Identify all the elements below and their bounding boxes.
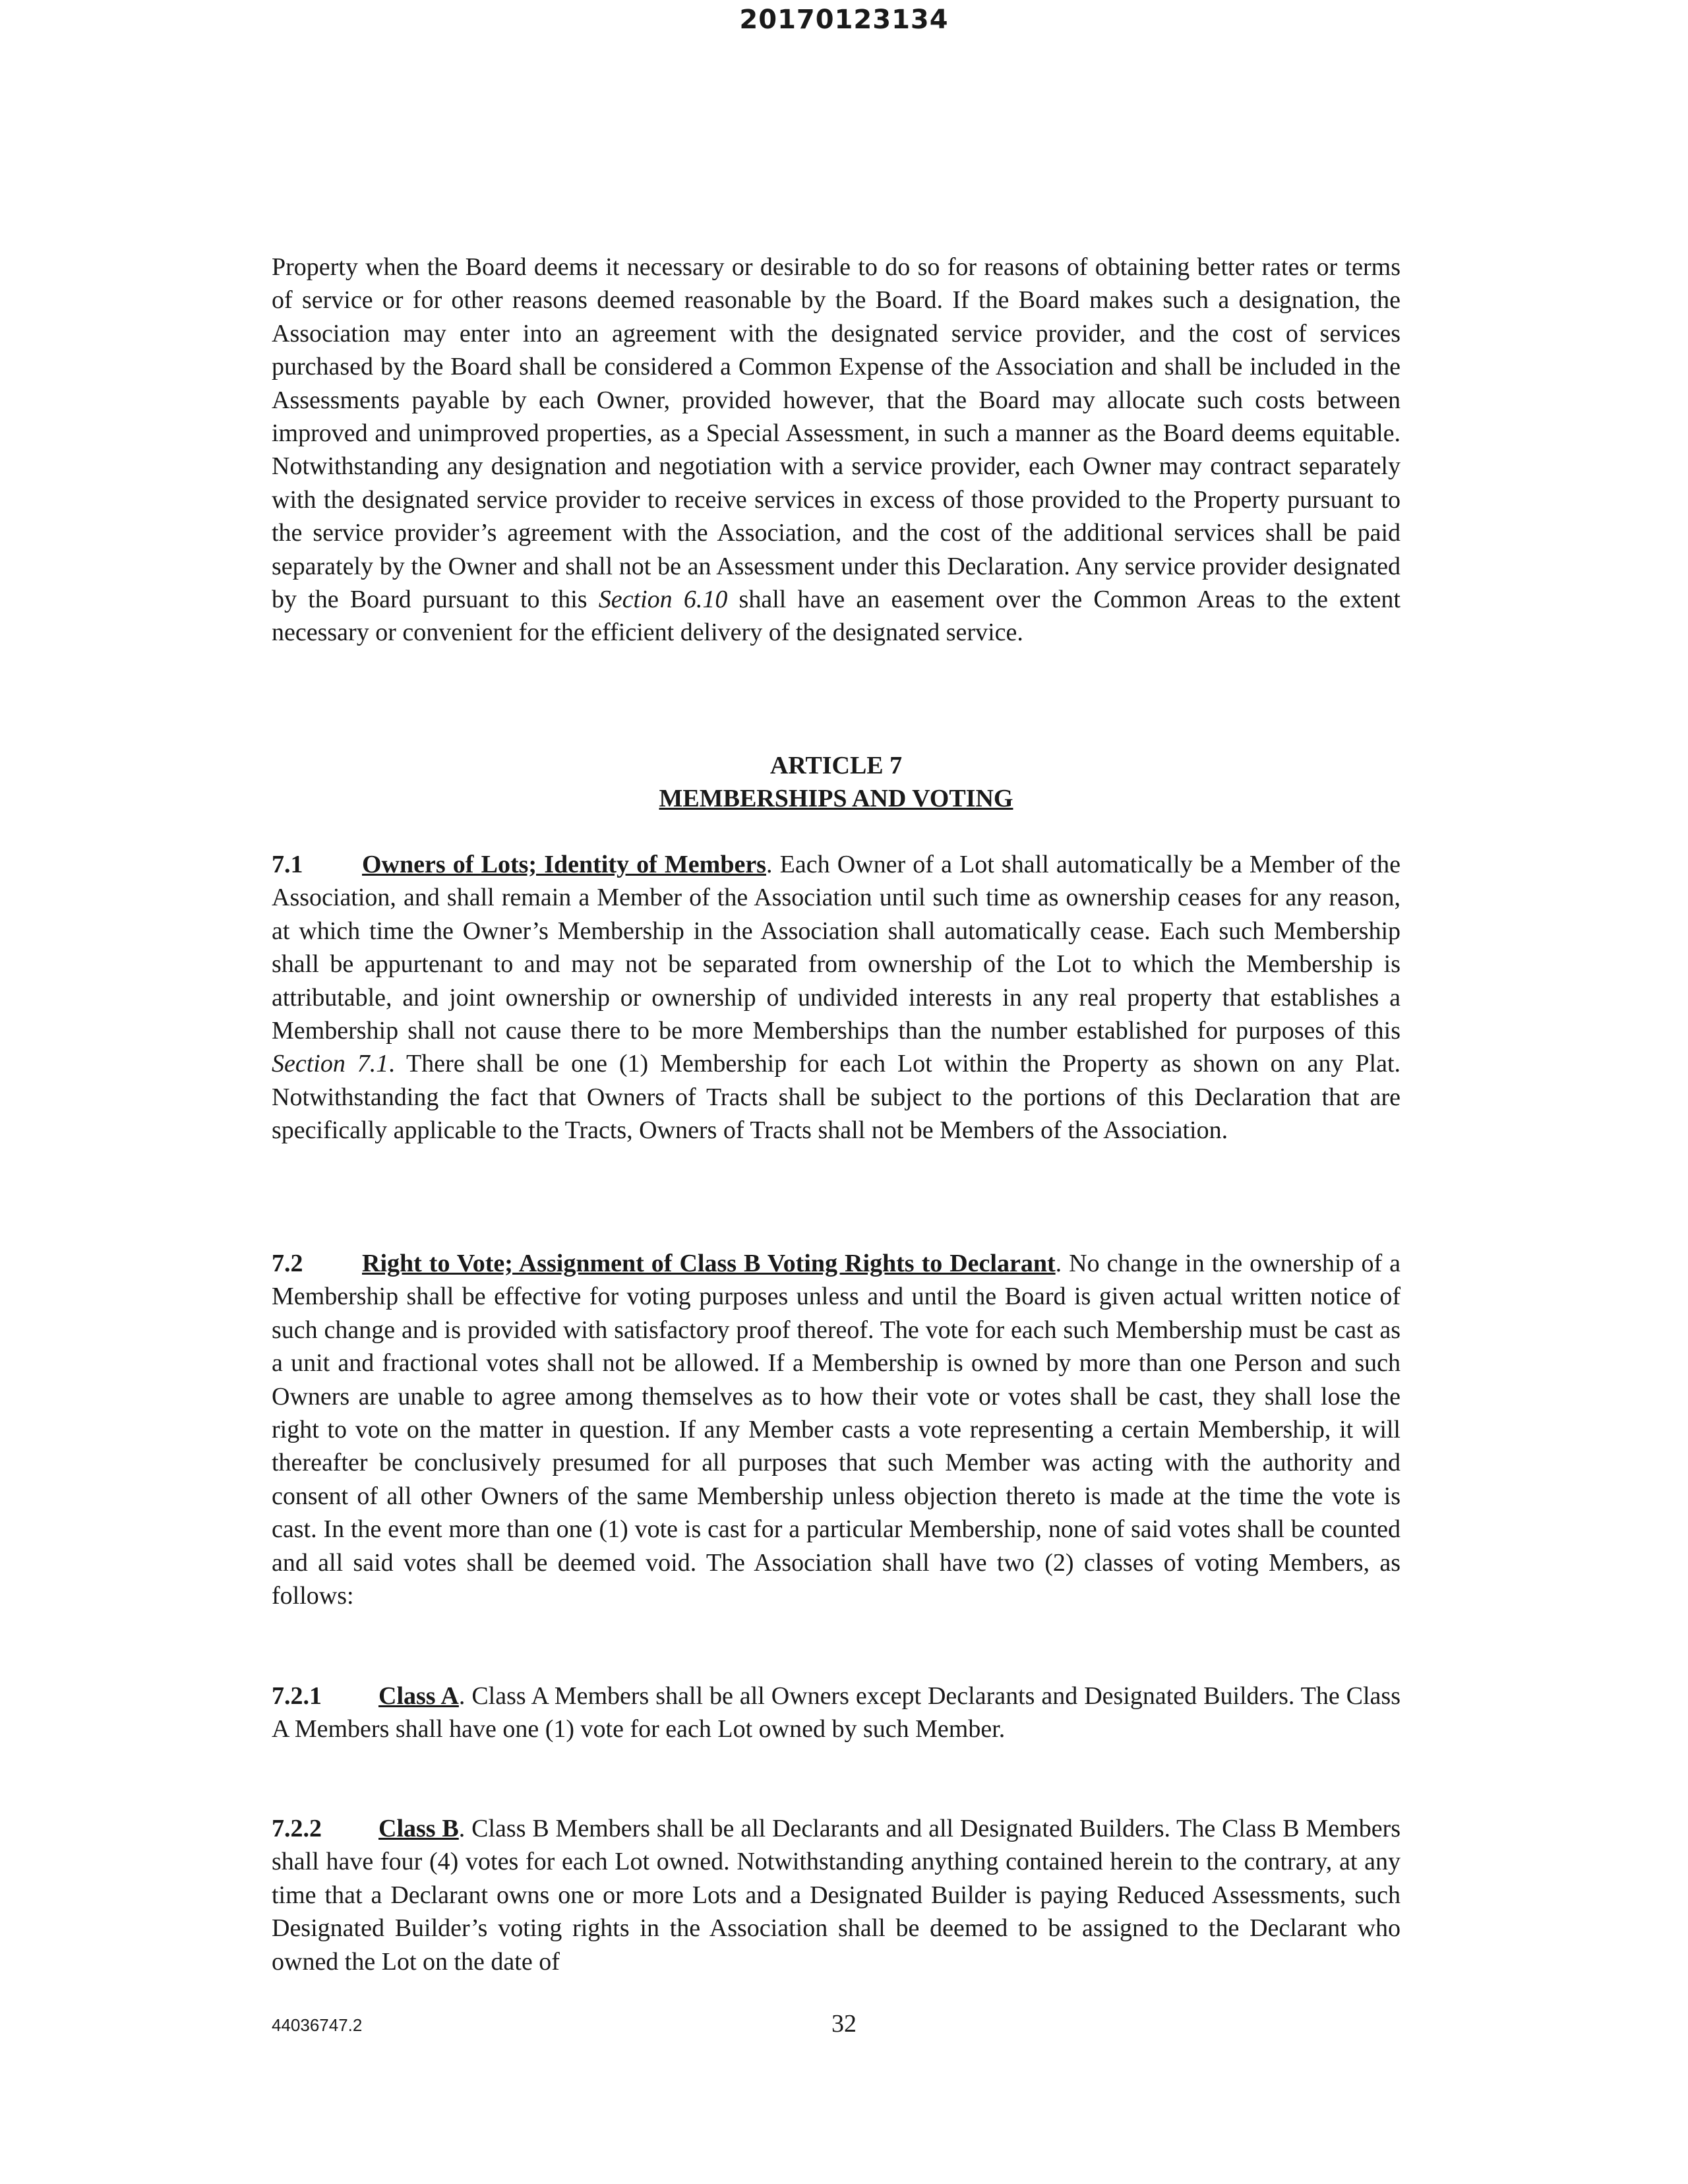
section-7-2-1 — [272, 1680, 1401, 1746]
section-text-end: . There shall be one (1) Membership for each Lot within the Property as shown on any Plat. Notwithstanding the fact that Owners of Tracts shall be subject to the portions of this Declaration that are specifically applicable to the Tracts, Owners of Tracts shall not be Members of the Association. — [272, 1050, 1401, 1145]
footer-document-id: 44036747.2 — [272, 2015, 363, 2035]
section-text: . Class B Members shall be all Declarants and all Designated Builders. The Class B Members shall have four (4) votes for each Lot owned. Notwithstanding anything contained herein to the contrary, at any time that a Declarant owns one or more Lots and a Designated Builder is paying Reduced Assessments, such Designated Builder’s voting rights in the Association shall be deemed to be assigned to the Declarant who owned the Lot on the date of — [272, 1815, 1401, 1976]
section-number: 7.2.2 — [272, 1815, 322, 1842]
continuation-paragraph — [272, 251, 1401, 650]
page-number: 32 — [831, 2010, 857, 2038]
section-number: 7.2 — [272, 1250, 303, 1277]
article-title: MEMBERSHIPS AND VOTING — [659, 785, 1013, 813]
continuation-text: Property when the Board deems it necessary or desirable to do so for reasons of obtaining better rates or terms of service or for other reasons deemed reasonable by the Board. If the Board makes such a designation, the Association may enter into an agreement with the designated service provider, and the cost of services purchased by the Board shall be considered a Common Expense of the Association and shall be included in the Assessments payable by each Owner, provided however, that the Board may allocate such costs between improved and unimproved properties, as a Special Assessment, in such a manner as the Board deems equitable. Notwithstanding any designation and negotiation with a service provider, each Owner may contract separately with the designated service provider to receive services in excess of those provided to the Property pursuant to the service provider’s agreement with the Association, and the cost of the additional services shall be paid separately by the Owner and shall not be an Assessment under this Declaration. Any service provider designated by the Board pursuant to this — [272, 253, 1401, 614]
section-title: Class B — [378, 1815, 459, 1842]
section-number: 7.2.1 — [272, 1682, 322, 1710]
section-7-1 — [272, 848, 1401, 1147]
section-7-2-2 — [272, 1812, 1401, 1978]
section-text: . Class A Members shall be all Owners except Declarants and Designated Builders. The Class A Members shall have one (1) vote for each Lot owned by such Member. — [272, 1682, 1401, 1744]
section-reference: Section 7.1 — [272, 1050, 389, 1078]
document-number: 20170123134 — [739, 5, 949, 35]
article-number: ARTICLE 7 — [769, 752, 903, 779]
section-text: . Each Owner of a Lot shall automatically be a Member of the Association, and shall remain a Member of the Association until such time as ownership ceases for any reason, at which time the Owner’s Membership in the Association shall automatically cease. Each such Membership shall be appurtenant to and may not be separated from ownership of the Lot to which the Membership is attributable, and joint ownership or ownership of undivided interests in any real property that establishes a Membership shall not cause there to be more Memberships than the number established for purposes of this — [272, 851, 1401, 1045]
section-title: Class A — [378, 1682, 459, 1710]
section-title: Right to Vote; Assignment of Class B Voting Rights to Declarant — [362, 1250, 1056, 1277]
section-text: . No change in the ownership of a Membership shall be effective for voting purposes unless and until the Board is given actual written notice of such change and is provided with satisfactory proof thereof. The vote for each such Membership must be cast as a unit and fractional votes shall not be allowed. If a Membership is owned by more than one Person and such Owners are unable to agree among themselves as to how their vote or votes shall be cast, they shall lose the right to vote on the matter in question. If any Member casts a vote representing a certain Membership, it will thereafter be conclusively presumed for all purposes that such Member was acting with the authority and consent of all other Owners of the same Membership unless objection thereto is made at the time the vote is cast. In the event more than one (1) vote is cast for a particular Membership, none of said votes shall be counted and all said votes shall be deemed void. The Association shall have two (2) classes of voting Members, as follows: — [272, 1250, 1401, 1610]
article-heading — [272, 749, 1401, 816]
continuation-text-end: shall have an easement over the Common Areas to the extent necessary or convenient for the efficient delivery of the designated service. — [272, 586, 1401, 647]
section-reference: Section 6.10 — [598, 586, 728, 614]
section-7-2 — [272, 1247, 1401, 1612]
section-title: Owners of Lots; Identity of Members — [362, 851, 766, 878]
section-number: 7.1 — [272, 851, 303, 878]
